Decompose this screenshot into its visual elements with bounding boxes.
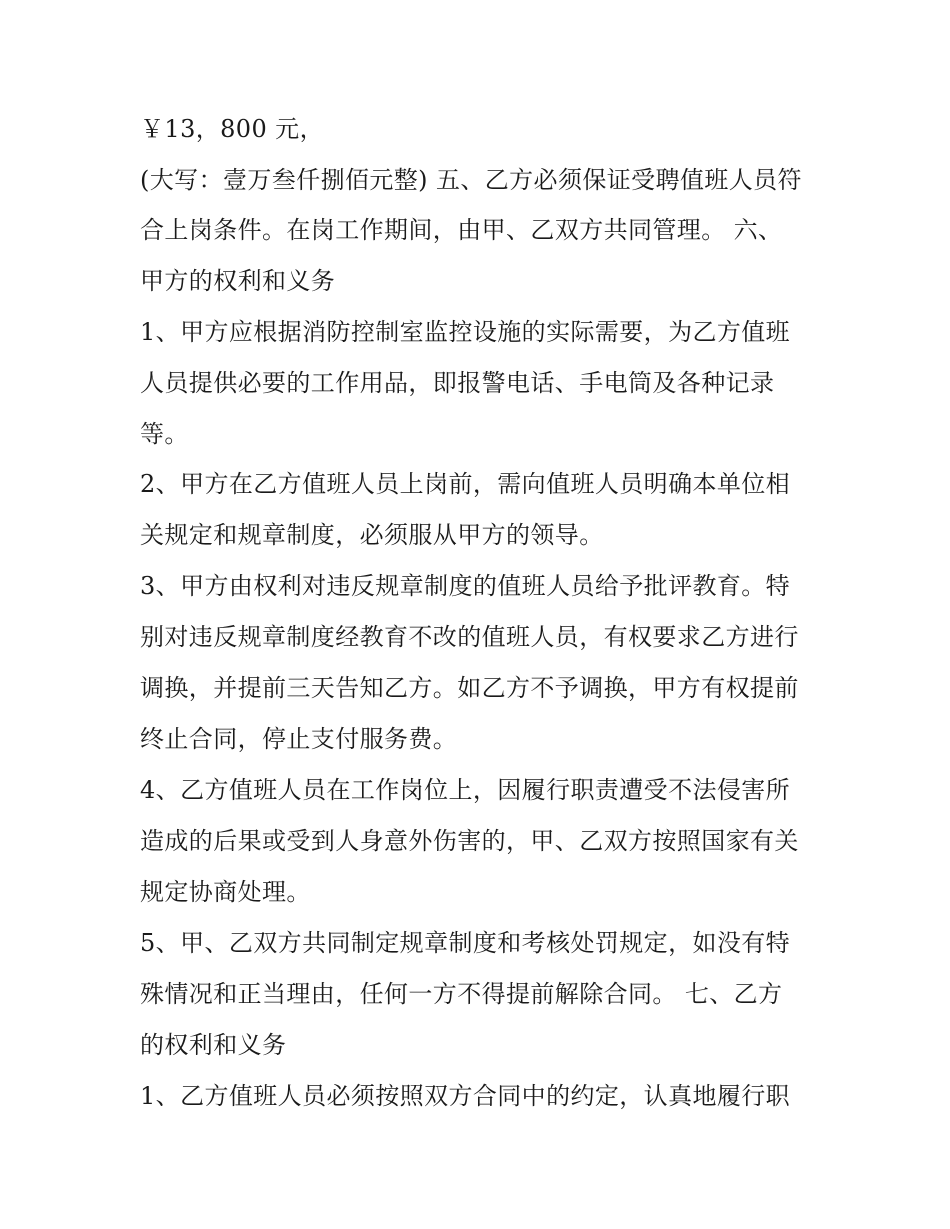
text-line: 的权利和义务 xyxy=(140,1031,287,1059)
text-line: 调换，并提前三天告知乙方。如乙方不予调换，甲方有权提前 xyxy=(140,674,799,702)
text-line: 合上岗条件。在岗工作期间，由甲、乙双方共同管理。 六、 xyxy=(140,216,783,244)
text-line: 2、甲方在乙方值班人员上岗前，需向值班人员明确本单位相 xyxy=(140,470,791,498)
text-line: 规定协商处理。 xyxy=(140,878,311,906)
text-line: 1、乙方值班人员必须按照双方合同中的约定，认真地履行职 xyxy=(140,1082,791,1110)
text-line: 1、甲方应根据消防控制室监控设施的实际需要，为乙方值班 xyxy=(140,318,791,346)
text-line: ￥13，800 元， xyxy=(140,115,324,143)
text-line: 甲方的权利和义务 xyxy=(140,267,336,295)
text-line: 造成的后果或受到人身意外伤害的，甲、乙双方按照国家有关 xyxy=(140,827,799,855)
text-line: 5、甲、乙双方共同制定规章制度和考核处罚规定，如没有特 xyxy=(140,929,791,957)
text-line: 等。 xyxy=(140,420,189,448)
text-line: 关规定和规章制度，必须服从甲方的领导。 xyxy=(140,521,604,549)
text-line: 4、乙方值班人员在工作岗位上，因履行职责遭受不法侵害所 xyxy=(140,776,791,804)
text-line: 终止合同，停止支付服务费。 xyxy=(140,725,458,753)
text-line: 别对违反规章制度经教育不改的值班人员，有权要求乙方进行 xyxy=(140,623,799,651)
text-line: 殊情况和正当理由，任何一方不得提前解除合同。 七、乙方 xyxy=(140,980,783,1008)
text-line: 3、甲方由权利对违反规章制度的值班人员给予批评教育。特 xyxy=(140,572,791,600)
text-line: 人员提供必要的工作用品，即报警电话、手电筒及各种记录 xyxy=(140,369,775,397)
text-line: (大写：壹万叁仟捌佰元整) 五、乙方必须保证受聘值班人员符 xyxy=(140,166,802,194)
